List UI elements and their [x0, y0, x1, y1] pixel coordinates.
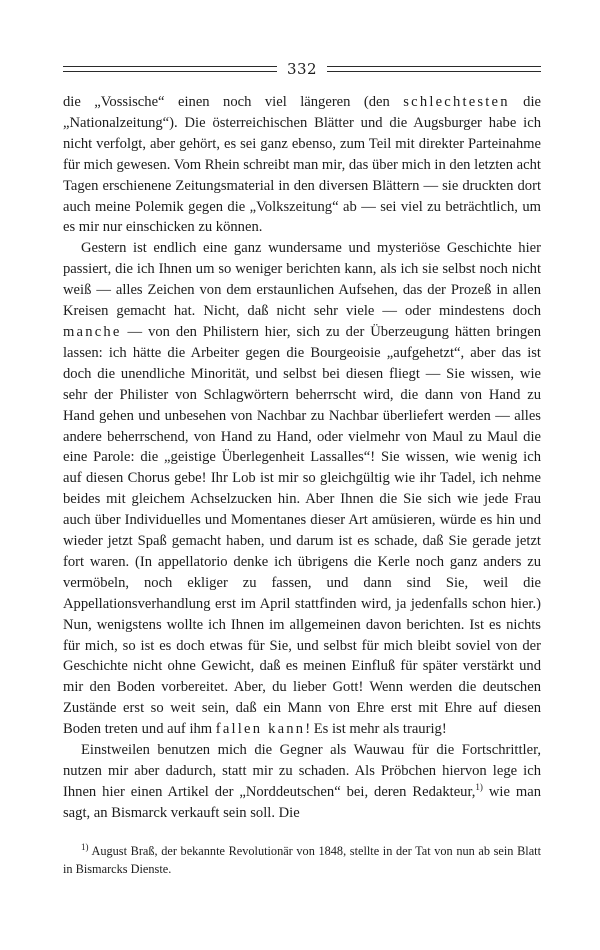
header-rule-left [63, 66, 277, 72]
header-rule-right [327, 66, 541, 72]
footnote-marker: 1) [81, 841, 89, 852]
text-run: Gestern ist endlich eine ganz wundersame und mysteriöse Geschichte hier passiert, die ich Ihnen um so weniger berichten kann, als ich sie selbst noch nicht weiß — alles Zeichen von dem erstaunlichen Aufsehen, das der Prozeß in allen Kreisen gemacht hat. Nicht, daß nicht sehr viele — oder mindestens doch [63, 240, 541, 320]
text-run: die „Nationalzeitung“). Die österreichischen Blätter und die Augsburger habe ich nicht verfolgt, aber gehört, es sei ganz ebenso, zum Teil mit direkter Parteinahme für mich gewesen. Vom Rhein schreibt man mir, das über mich in den letzten acht Tagen erschienene Zeitungsmaterial in den diversen Blättern — sie druckten dort auch meine Polemik gegen die „Volkszeitung“ ab — sei viel zu beträchtlich, um es mir nur einschicken zu können. [63, 94, 541, 236]
page-header [63, 56, 541, 82]
footnote-reference[interactable]: 1) [475, 782, 483, 793]
text-run: Einstweilen benutzen mich die Gegner als Wauwau für die Fortschrittler, nutzen mir aber dadurch, statt mir zu schaden. Als Pröbchen hiervon lege ich Ihnen hier einen Artikel der „Norddeutschen“ bei, deren Redakteur, [63, 742, 541, 800]
paragraph-3 [63, 740, 541, 824]
page-number: 332 [286, 60, 318, 78]
paragraph-1 [63, 92, 541, 238]
emphasis-spaced: manche [63, 323, 122, 340]
emphasis-spaced: schlechtesten [403, 94, 510, 110]
text-run: ! Es ist mehr als traurig! [305, 721, 447, 738]
footnote-text: August Braß, der bekannte Revolutionär von 1848, stellte in der Tat von nun ab sein Blatt in Bismarcks Dienste. [63, 843, 541, 876]
text-run: die „Vossische“ einen noch viel längeren (den [63, 94, 404, 110]
emphasis-spaced: fallen kann [215, 721, 306, 738]
text-run: wie man sagt, an Bismarck verkauft sein soll. Die [63, 783, 541, 821]
main-text [63, 92, 541, 824]
paragraph-2 [63, 238, 541, 740]
book-page [63, 56, 541, 878]
text-run: — von den Philistern hier, sich zu der Überzeugung hätten bringen lassen: ich hätte die Arbeiter gegen die Bourgeoisie „aufgehetzt“, aber das ist doch die unendliche Minorität, und selbst bei diesen fliegt — Sie wissen, wie sehr der Philister von Schlagwörtern beherrscht wird, die dann von Hand zu Hand gehen und unbesehen von Nachbar zu Nachbar überliefert werden — alles andere beherrschend, von Hand zu Hand, oder vielmehr von Maul zu Maul die eine Parole: die „geistige Überlegenheit Lassalles“! Sie wissen, wie wenig ich auf diesen Chorus gebe! Ihr Lob ist mir so gleichgültig wie ihr Tadel, ich nehme beides mit gleichem Achselzucken hin. Aber Ihnen die Sie sich wie jede Frau auch über Individuelles und Momentanes dieser Art amüsieren, würde es hin und wieder jetzt Spaß gemacht haben, und darum ist es schade, daß Sie gerade jetzt fort waren. (In appellatorio denke ich übrigens die Kerle noch ganz anders zu vermöbeln, noch ekliger zu fassen, und dann sind Sie, weil die Appellationsverhandlung erst im April stattfinden wird, ja jedenfalls schon hier.) Nun, wenigstens wollte ich Ihnen im allgemeinen davon berichten. Ist es nichts für mich, so ist es doch etwas für Sie, und selbst für mich bleibt soviel von der Geschichte nicht ohne Gewicht, daß es meinen Einfluß für später verstärkt und mir den Boden vorbereitet. Aber, du lieber Gott! Wenn werden die deutschen Zustände erst so weit sein, daß ein Mann von Ehre erst mit Ehre auf diesen Boden treten und auf ihm [63, 323, 541, 738]
footnote [63, 842, 541, 878]
